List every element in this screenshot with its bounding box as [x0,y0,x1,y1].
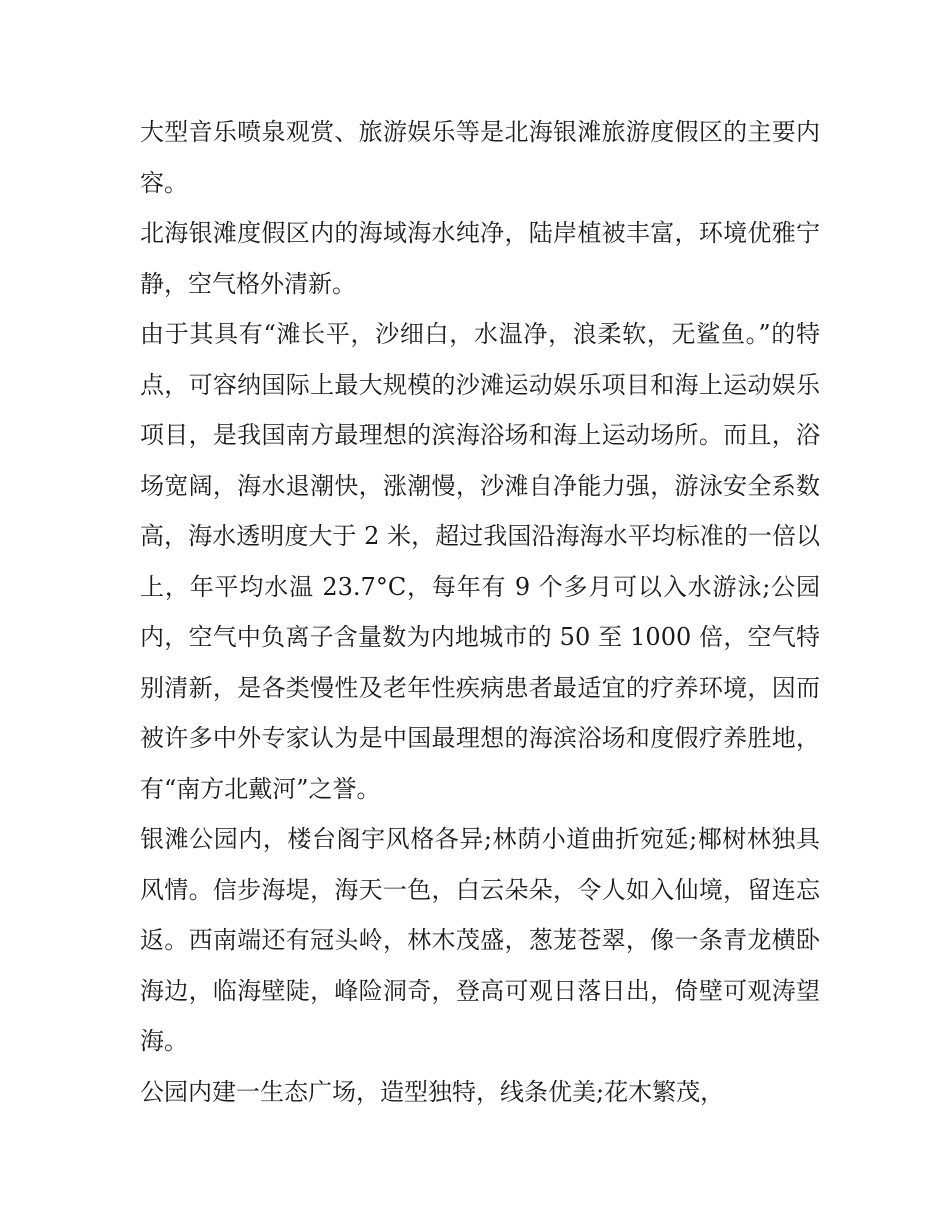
paragraph-activities: 大型音乐喷泉观赏、旅游娱乐等是北海银滩旅游度假区的主要内容。 [140,118,820,197]
paragraph-environment: 北海银滩度假区内的海域海水纯净，陆岸植被丰富，环境优雅宁静，空气格外清新。 [140,219,820,298]
document-body [140,107,820,1117]
paragraph-eco-plaza: 公园内建一生态广场，造型独特，线条优美;花木繁茂， [140,1077,725,1106]
paragraph-features: 由于其具有“滩长平，沙细白，水温净，浪柔软，无鲨鱼。”的特点，可容纳国际上最大规模的沙滩运动娱乐项目和海上运动娱乐项目，是我国南方最理想的滨海浴场和海上运动场所。而且，浴场宽阔，海水退潮快，涨潮慢，沙滩自净能力强，游泳安全系数高，海水透明度大于 2 米，超过我国沿海海水平均标准的一倍以上，年平均水温 23.7°C，每年有 9 个多月可以入水游泳;公园内，空气中负离子含量数为内地城市的 50 至 1000 倍，空气特别清新，是各类慢性及老年性疾病患者最适宜的疗养环境，因而被许多中外专家认为是中国最理想的海滨浴场和度假疗养胜地，有“南方北戴河”之誉。 [140,320,820,803]
paragraph-park-scenery: 银滩公园内，楼台阁宇风格各异;林荫小道曲折宛延;椰树林独具风情。信步海堤，海天一色，白云朵朵，令人如入仙境，留连忘返。西南端还有冠头岭，林木茂盛，葱茏苍翠，像一条青龙横卧海边，临海壁陡，峰险洞奇，登高可观日落日出，倚壁可观涛望海。 [140,825,820,1055]
